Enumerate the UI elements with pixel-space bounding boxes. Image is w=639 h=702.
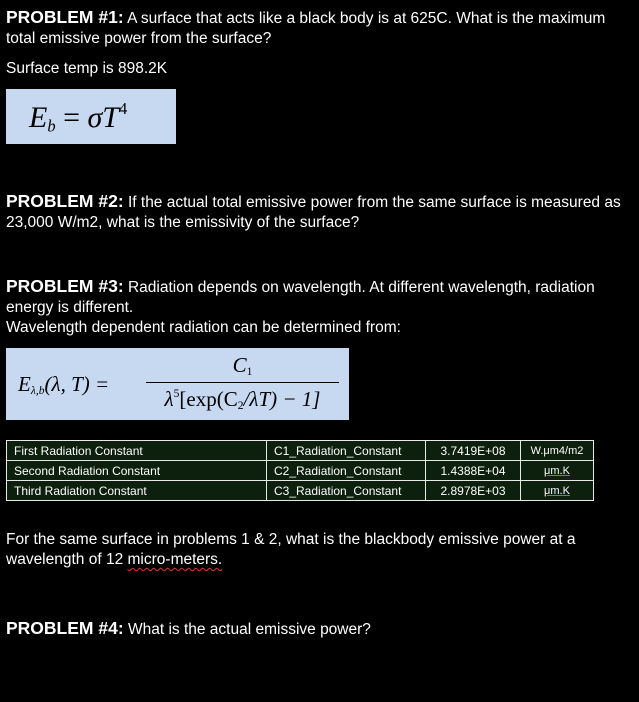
constant-value-cell[interactable]: 3.7419E+08 [426,441,521,461]
problem-2-statement [6,191,634,233]
eq2-den-exp: 5 [173,387,180,400]
eq2-lhs-args: (λ, T) = [44,372,110,396]
table-row [7,461,594,481]
eq2-denominator [146,387,339,412]
problem-3-label: PROBLEM #3: [6,276,124,296]
eq1-lhs-sub: b [47,116,56,136]
constant-symbol-cell[interactable]: C1_Radiation_Constant [267,441,426,461]
problem-2-text: If the actual total emissive power from the same surface is measured as 23,000 W/m2, what is the emissivity of the surface? [6,194,621,231]
problem-2-label: PROBLEM #2: [6,191,124,211]
constant-value-cell[interactable]: 1.4388E+04 [426,461,521,481]
problem-4-label: PROBLEM #4: [6,618,124,638]
eq1-equals: = [55,101,88,135]
eq1-sigma: σ [87,101,103,135]
stefan-boltzmann-equation [6,89,176,144]
eq1-exponent: 4 [118,99,128,118]
radiation-constants-table [6,440,594,501]
eq2-den-lambda: λ [164,387,174,411]
table-row [7,481,594,501]
constant-unit-cell[interactable]: W.μm4/m2 [521,441,594,461]
problem-4-text: What is the actual emissive power? [123,621,371,638]
planck-equation [6,348,349,420]
problem-3-question [6,530,634,570]
constant-unit-cell[interactable] [521,481,594,501]
constant-value-cell[interactable]: 2.8978E+03 [426,481,521,501]
eq1-t: T [102,101,119,135]
eq2-lhs: E [18,372,31,396]
constant-symbol-cell[interactable]: C2_Radiation_Constant [267,461,426,481]
eq2-num-sub: 1 [246,365,253,378]
problem-3-question-unit: micro-meters. [127,551,223,568]
eq1-lhs: E [29,101,48,135]
constant-symbol-cell[interactable]: C3_Radiation_Constant [267,481,426,501]
constant-unit-cell[interactable] [521,461,594,481]
problem-1-label: PROBLEM #1: [6,7,124,27]
problem-3-statement [6,276,634,338]
constant-unit-text: μm.K [544,464,570,477]
constant-name-cell[interactable]: Second Radiation Constant [7,461,267,481]
eq2-den-body2: /λT) − 1] [243,387,321,411]
problem-3-text: Radiation depends on wavelength. At different wavelength, radiation energy is different. [6,279,595,316]
problem-4-statement [6,618,634,640]
problem-3-question-text: For the same surface in problems 1 & 2, what is the blackbody emissive power at a wavelength of 12 [6,531,576,568]
surface-temp-note: Surface temp is 898.2K [6,60,168,77]
eq2-den-sub: 2 [237,399,244,412]
eq2-num-c: C [232,353,247,377]
problem-1-text: A surface that acts like a black body is at 625C. What is the maximum total emissive power from the surface? [6,10,606,47]
eq2-den-body1: [exp(C [179,387,238,411]
table-row [7,441,594,461]
eq2-lhs-sub: λ,b [30,384,45,397]
constant-unit-text: μm.K [544,484,570,497]
problem-1-statement [6,7,634,49]
eq2-numerator [146,353,339,378]
constant-name-cell[interactable]: Third Radiation Constant [7,481,267,501]
constant-name-cell[interactable]: First Radiation Constant [7,441,267,461]
eq2-fraction-bar [146,382,339,383]
problem-3-line2: Wavelength dependent radiation can be determined from: [6,319,401,336]
